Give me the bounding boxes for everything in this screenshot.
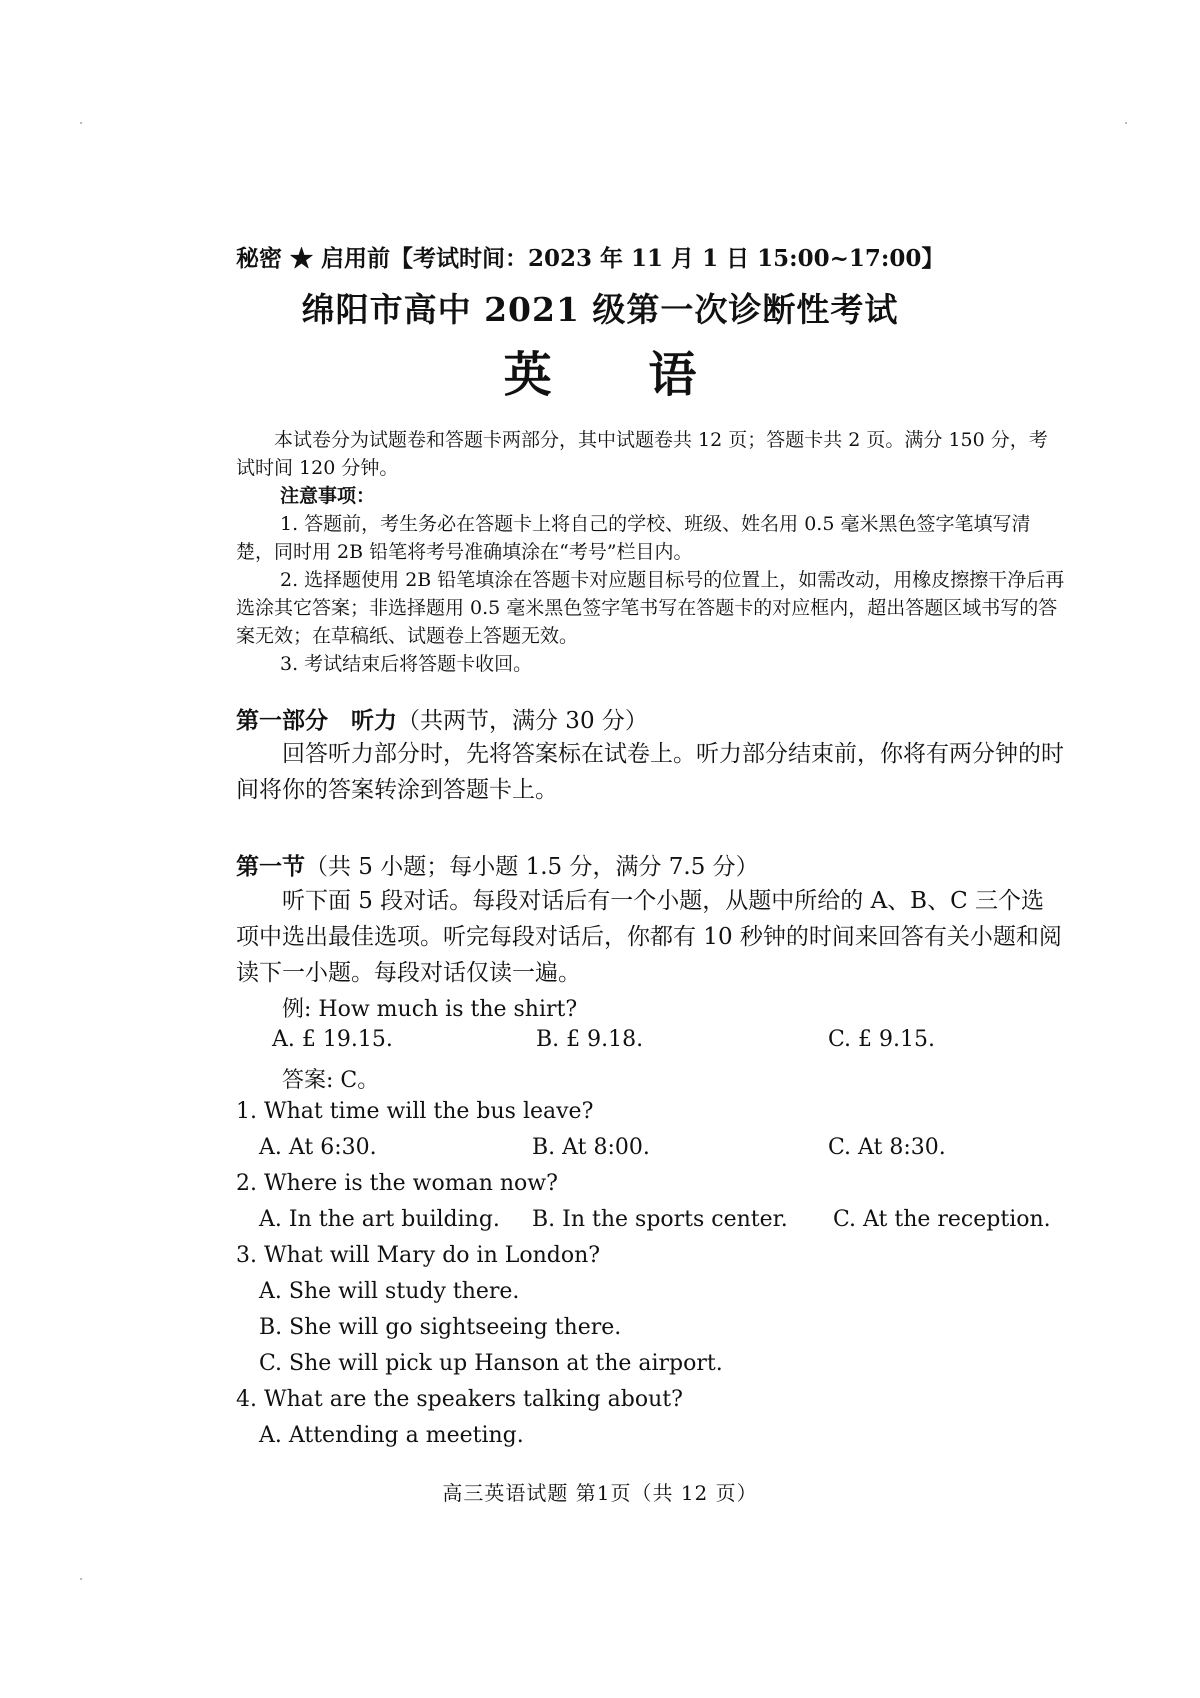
q1-option-a: A. At 6:30. (259, 1135, 377, 1160)
q2-option-a: A. In the art building. (259, 1207, 500, 1232)
part1-heading (236, 702, 648, 735)
section1-instruction-text: 听下面 5 段对话。每段对话后有一个小题，从题中所给的 A、B、C 三个选项中选出最佳选项。听完每段对话后，你都有 10 秒钟的时间来回答有关小题和阅读下一小题。每段对话仅读一遍。 (236, 888, 1062, 986)
q3-option-c: C. She will pick up Hanson at the airport. (259, 1351, 723, 1376)
question-4: 4. What are the speakers talking about? (236, 1387, 683, 1412)
example-answer: 答案: C。 (282, 1068, 380, 1093)
exam-instructions (236, 426, 1066, 678)
scan-speck (80, 122, 82, 124)
section1-instruction (236, 883, 1066, 991)
question-1: 1. What time will the bus leave? (236, 1099, 594, 1124)
part1-heading-score: （共两节，满分 30 分） (397, 708, 648, 734)
q3-option-b: B. She will go sightseeing there. (259, 1315, 622, 1340)
q1-option-c: C. At 8:30. (828, 1135, 946, 1160)
q3-option-a: A. She will study there. (259, 1279, 520, 1304)
scan-speck (80, 1578, 82, 1580)
page-footer: 高三英语试题 第1页（共 12 页） (442, 1481, 758, 1505)
example-option-b: B. £ 9.18. (536, 1027, 644, 1052)
section1-heading (236, 848, 759, 881)
part1-instruction (236, 736, 1066, 808)
q2-option-c: C. At the reception. (833, 1207, 1051, 1232)
notice-item-2: 2. 选择题使用 2B 铅笔填涂在答题卡对应题目标号的位置上，如需改动，用橡皮擦擦干净后再选涂其它答案；非选择题用 0.5 毫米黑色签字笔书写在答题卡的对应框内，超出答题区域书写的答案无效；在草稿纸、试题卷上答题无效。 (236, 569, 1065, 647)
part1-heading-title: 第一部分 听力 (236, 707, 397, 734)
section1-heading-score: （共 5 小题；每小题 1.5 分，满分 7.5 分） (305, 854, 759, 880)
notice-heading: 注意事项： (280, 485, 376, 507)
q4-option-a: A. Attending a meeting. (259, 1423, 524, 1448)
q1-option-b: B. At 8:00. (532, 1135, 650, 1160)
notice-item-3: 3. 考试结束后将答题卡收回。 (280, 653, 533, 675)
part1-instruction-text: 回答听力部分时，先将答案标在试卷上。听力部分结束前，你将有两分钟的时间将你的答案转涂到答题卡上。 (236, 741, 1064, 803)
question-3: 3. What will Mary do in London? (236, 1243, 601, 1268)
example-option-c: C. £ 9.15. (828, 1027, 936, 1052)
confidential-line: 秘密 ★ 启用前【考试时间：2023 年 11 月 1 日 15:00~17:00】 (236, 245, 945, 272)
notice-item-1: 1. 答题前，考生务必在答题卡上将自己的学校、班级、姓名用 0.5 毫米黑色签字笔填写清楚，同时用 2B 铅笔将考号准确填涂在“考号”栏目内。 (236, 513, 1031, 563)
example-question: 例: How much is the shirt? (282, 997, 578, 1022)
subject-title: 英 语 (503, 347, 737, 403)
scan-speck (1125, 122, 1127, 124)
example-option-a: A. £ 19.15. (272, 1027, 393, 1052)
question-2: 2. Where is the woman now? (236, 1171, 558, 1196)
exam-title: 绵阳市高中 2021 级第一次诊断性考试 (301, 290, 899, 329)
section1-heading-title: 第一节 (236, 853, 305, 880)
q2-option-b: B. In the sports center. (532, 1207, 788, 1232)
intro-paragraph: 本试卷分为试题卷和答题卡两部分，其中试题卷共 12 页；答题卡共 2 页。满分 150 分，考试时间 120 分钟。 (236, 429, 1048, 479)
